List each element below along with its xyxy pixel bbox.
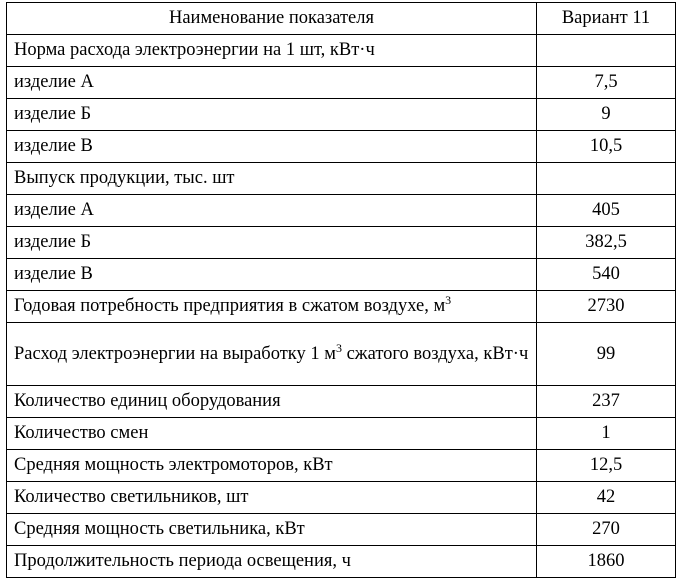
row-value: 382,5 [537,227,676,259]
table-row [7,482,676,514]
table-row [7,386,676,418]
table-row [7,131,676,163]
row-label: Количество смен [7,418,537,450]
table-row [7,195,676,227]
row-value: 1 [537,418,676,450]
row-value [537,35,676,67]
superscript: 3 [445,292,452,307]
row-label: изделие А [7,195,537,227]
table-header-row [7,3,676,35]
row-value: 405 [537,195,676,227]
table-row [7,546,676,578]
table-row [7,99,676,131]
row-label: Средняя мощность светильника, кВт [7,514,537,546]
table-row [7,291,676,323]
header-indicator: Наименование показателя [7,3,537,35]
row-value: 12,5 [537,450,676,482]
row-value: 9 [537,99,676,131]
table-row [7,227,676,259]
row-label: Средняя мощность электромоторов, кВт [7,450,537,482]
header-variant: Вариант 11 [537,3,676,35]
row-value: 10,5 [537,131,676,163]
table-row [7,323,676,386]
table-row [7,67,676,99]
row-label-text: сжатого воздуха, кВт·ч [341,343,529,364]
row-label [7,323,537,386]
row-label-text: Расход электроэнергии на выработку 1 м [14,343,336,364]
table-row [7,163,676,195]
indicators-table [6,2,676,578]
row-value: 540 [537,259,676,291]
row-label: Продолжительность периода освещения, ч [7,546,537,578]
row-value: 1860 [537,546,676,578]
row-value [537,163,676,195]
row-value: 2730 [537,291,676,323]
superscript: 3 [335,340,342,355]
table-row [7,418,676,450]
row-label: Выпуск продукции, тыс. шт [7,163,537,195]
table-row [7,450,676,482]
row-label: изделие Б [7,227,537,259]
row-label: изделие Б [7,99,537,131]
row-label: Количество единиц оборудования [7,386,537,418]
table-row [7,514,676,546]
row-label: изделие В [7,259,537,291]
table-row [7,35,676,67]
row-label-text: Годовая потребность предприятия в сжатом воздухе, м [14,296,446,316]
row-label: Количество светильников, шт [7,482,537,514]
row-label: изделие В [7,131,537,163]
row-value: 99 [537,323,676,386]
row-value: 237 [537,386,676,418]
table-row [7,259,676,291]
row-label: изделие А [7,67,537,99]
row-label: Норма расхода электроэнергии на 1 шт, кВт·ч [7,35,537,67]
row-value: 42 [537,482,676,514]
row-label [7,291,537,323]
row-value: 7,5 [537,67,676,99]
row-value: 270 [537,514,676,546]
